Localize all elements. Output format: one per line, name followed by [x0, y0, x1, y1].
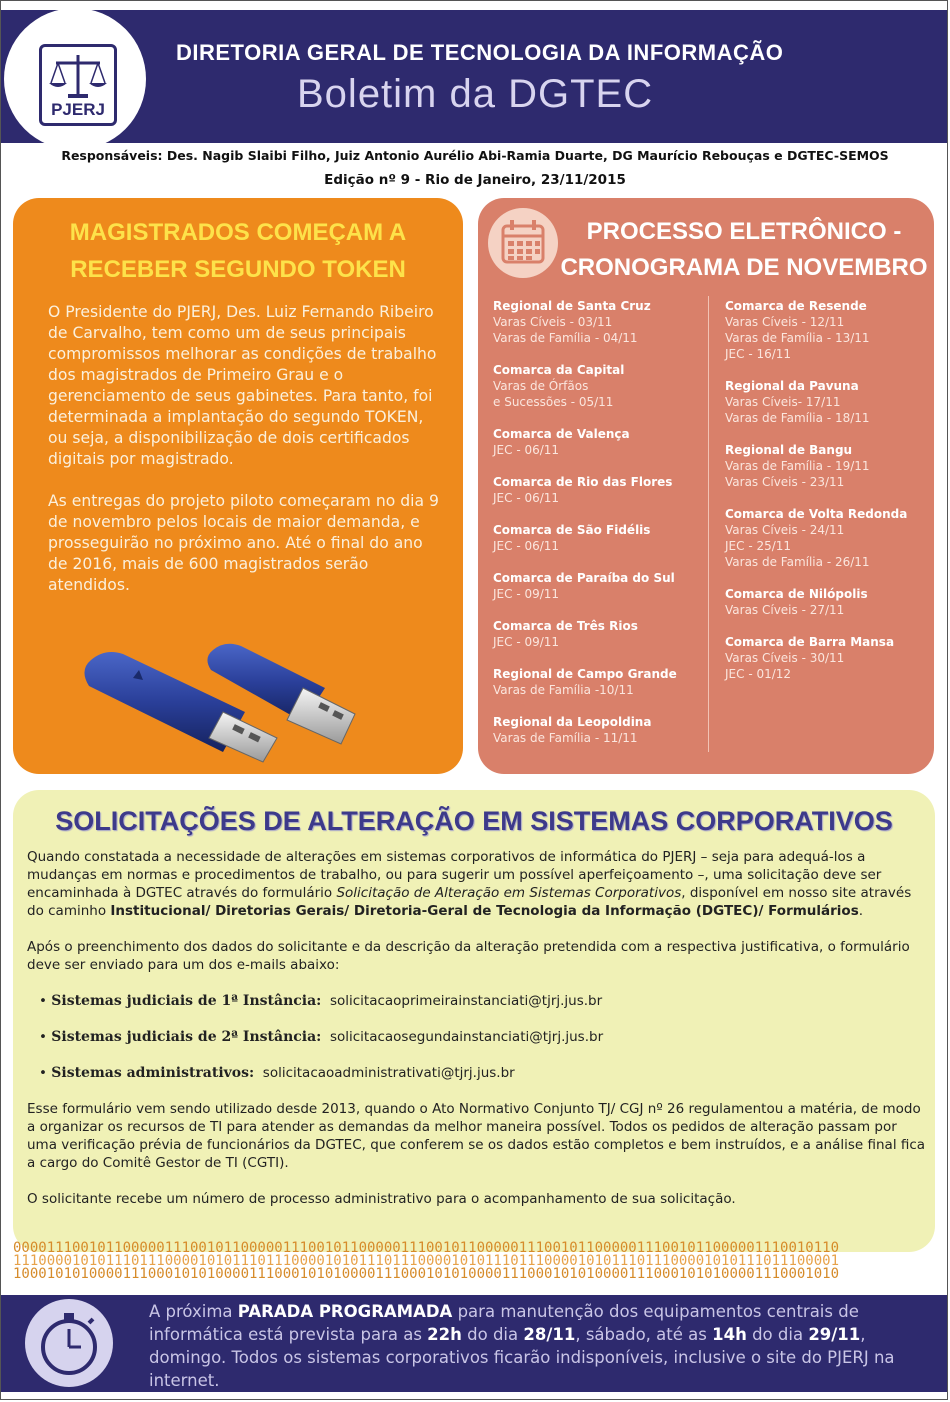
schedule-entry	[493, 666, 708, 698]
solicitacoes-paragraph-1	[27, 848, 927, 920]
header-title: Boletim da DGTEC	[297, 72, 654, 116]
footer-highlight-start-date: 28/11	[523, 1325, 576, 1344]
binary-decoration	[13, 1242, 935, 1290]
schedule-entry-title: Comarca de Volta Redonda	[725, 507, 908, 521]
cronograma-title	[558, 214, 930, 286]
schedule-entry-line: Varas de Família - 18/11	[725, 411, 870, 425]
schedule-entry-line: JEC - 09/11	[493, 635, 560, 649]
schedule-entry-line: JEC - 06/11	[493, 491, 560, 505]
schedule-entry-title: Comarca de Resende	[725, 299, 867, 313]
logo-text: PJERJ	[51, 100, 105, 119]
schedule-entry-line: Varas Cíveis - 12/11	[725, 315, 845, 329]
p1-text-end: .	[858, 903, 864, 919]
timer-badge	[25, 1299, 113, 1387]
schedule-entry-line: Varas Cíveis - 30/11	[725, 651, 845, 665]
schedule-entry	[725, 634, 930, 682]
binary-row: 10001010100001110001010100001110001010100001110001010100001110001010100001110001010100001110001010	[13, 1266, 840, 1282]
schedule-entry	[493, 570, 708, 602]
email-label: Sistemas judiciais de 1ª Instância:	[51, 993, 322, 1009]
schedule-entry-title: Comarca de Três Rios	[493, 619, 638, 633]
email-address[interactable]: solicitacaosegundainstanciati@tjrj.jus.br	[329, 1029, 604, 1045]
email-item-3: • Sistemas administrativos: solicitacaoadministrativati@tjrj.jus.br	[39, 1065, 515, 1081]
stopwatch-icon	[25, 1299, 113, 1387]
token-title-line-1: MAGISTRADOS COMEÇAM A	[69, 219, 407, 246]
cronograma-panel	[478, 198, 934, 774]
schedule-entry-line: JEC - 06/11	[493, 539, 560, 553]
schedule-entry-title: Comarca de Paraíba do Sul	[493, 571, 675, 585]
schedule-entry-line: Varas Cíveis - 27/11	[725, 603, 845, 617]
schedule-entry	[493, 426, 708, 458]
footer-highlight-parada: PARADA PROGRAMADA	[237, 1302, 453, 1321]
schedule-entry	[725, 298, 930, 362]
schedule-entry-line: Varas Cíveis - 23/11	[725, 475, 845, 489]
column-divider	[708, 296, 709, 752]
schedule-column-right	[725, 298, 930, 698]
email-item-1: • Sistemas judiciais de 1ª Instância: solicitacaoprimeirainstanciati@tjrj.jus.br	[39, 993, 603, 1009]
solicitacoes-body	[27, 848, 927, 1226]
footer-text-4: , sábado, até as	[575, 1325, 713, 1344]
schedule-entry	[493, 474, 708, 506]
email-item-2: • Sistemas judiciais de 2ª Instância: solicitacaosegundainstanciati@tjrj.jus.br	[39, 1029, 604, 1045]
usb-token-illustration	[73, 640, 363, 762]
schedule-entry-line: Varas Cíveis- 17/11	[725, 395, 841, 409]
schedule-entry	[493, 714, 708, 746]
cronograma-title-line-2: CRONOGRAMA DE NOVEMBRO	[560, 254, 928, 281]
scales-of-justice-icon	[48, 51, 108, 101]
token-article-panel	[13, 198, 463, 774]
schedule-entry-line: Varas de Família - 04/11	[493, 331, 638, 345]
schedule-entry-line: e Sucessões - 05/11	[493, 395, 614, 409]
footer-highlight-end-time: 14h	[712, 1325, 747, 1344]
footer-text-6: , domingo. Todos os sistemas corporativos ficarão indisponíveis, inclusive o site do PJERJ na internet.	[149, 1325, 895, 1390]
email-label: Sistemas judiciais de 2ª Instância:	[51, 1029, 322, 1045]
edition-line: Edição nº 9 - Rio de Janeiro, 23/11/2015	[324, 172, 626, 188]
logo-badge	[4, 8, 146, 150]
footer-highlight-end-date: 29/11	[808, 1325, 861, 1344]
footer-notice	[149, 1300, 939, 1392]
schedule-entry-title: Regional de Santa Cruz	[493, 299, 651, 313]
p1-text-a: Quando constatada a necessidade de alterações em sistemas corporativos de informática do PJERJ – seja para adequá-los a mudanças em normas e procedimentos de trabalho, ou para sugerir um possível aperfeiçoamento –, uma solicitação deve ser encaminhada à DGTEC através do formulário	[27, 849, 882, 901]
footer-banner	[1, 1295, 947, 1392]
schedule-entry	[493, 362, 708, 410]
schedule-entry-title: Comarca de Valença	[493, 427, 630, 441]
schedule-entry-title: Comarca de Barra Mansa	[725, 635, 895, 649]
email-address[interactable]: solicitacaoadministrativati@tjrj.jus.br	[262, 1065, 515, 1081]
token-paragraph-2: As entregas do projeto piloto começaram no dia 9 de novembro pelos locais de maior demanda, e prosseguirão no próximo ano. Até o final do ano de 2016, mais de 600 magistrados serão atendidos.	[48, 492, 439, 594]
token-title-line-2: RECEBER SEGUNDO TOKEN	[70, 256, 406, 283]
schedule-entry-title: Regional da Pavuna	[725, 379, 859, 393]
schedule-entry-line: Varas de Família - 26/11	[725, 555, 870, 569]
footer-text-1: A próxima	[149, 1302, 238, 1321]
header-department: DIRETORIA GERAL DE TECNOLOGIA DA INFORMAÇÃO	[176, 40, 784, 65]
schedule-entry	[493, 618, 708, 650]
token-article-body	[48, 302, 443, 617]
schedule-entry	[725, 506, 930, 570]
calendar-icon	[488, 208, 558, 278]
schedule-entry	[493, 522, 708, 554]
schedule-entry-line: Varas Cíveis - 03/11	[493, 315, 613, 329]
schedule-entry-line: Varas de Família - 19/11	[725, 459, 870, 473]
email-label: Sistemas administrativos:	[51, 1065, 255, 1081]
schedule-entry-line: JEC - 06/11	[493, 443, 560, 457]
schedule-entry-title: Regional da Leopoldina	[493, 715, 652, 729]
schedule-entry-title: Comarca da Capital	[493, 363, 625, 377]
solicitacoes-paragraph-3: Esse formulário vem sendo utilizado desde 2013, quando o Ato Normativo Conjunto TJ/ CGJ nº 26 regulamentou a matéria, de modo a organizar os recursos de TI para atender as demandas da melhor maneira possível. Todos os pedidos de alteração passam por uma verificação prévia de funcionários da DGTEC, que conferem se os dados estão completos e bem instruídos, e a análise final fica a cargo do Comitê Gestor de TI (CGTI).	[27, 1101, 926, 1171]
schedule-entry-line: Varas de Órfãos	[493, 379, 589, 393]
schedule-entry-title: Comarca de Rio das Flores	[493, 475, 673, 489]
solicitacoes-paragraph-4: O solicitante recebe um número de processo administrativo para o acompanhamento de sua solicitação.	[27, 1191, 736, 1207]
token-article-title	[13, 214, 463, 288]
token-paragraph-1: O Presidente do PJERJ, Des. Luiz Fernando Ribeiro de Carvalho, tem como um de seus principais compromissos melhorar as condições de trabalho dos magistrados de Primeiro Grau e o gerenciamento de seus gabinetes. Para tanto, foi determinada a implantação do segundo TOKEN, ou seja, a disponibilização de dois certificados digitais por magistrado.	[48, 303, 437, 468]
binary-row: 11100001010111011100001010111011100001010111011100001010111011100001010111011100001010111011100001	[13, 1253, 840, 1269]
schedule-entry-line: Varas de Família - 11/11	[493, 731, 638, 745]
schedule-entry-line: Varas de Família -10/11	[493, 683, 634, 697]
email-address[interactable]: solicitacaoprimeirainstanciati@tjrj.jus.br	[329, 993, 603, 1009]
pjerj-logo	[39, 44, 117, 126]
schedule-entry-line: JEC - 09/11	[493, 587, 560, 601]
schedule-entry-title: Comarca de São Fidélis	[493, 523, 651, 537]
form-name: Solicitação de Alteração em Sistemas Corporativos	[336, 885, 682, 901]
solicitacoes-panel	[13, 790, 935, 1282]
schedule-column-left	[493, 298, 708, 762]
footer-highlight-start-time: 22h	[427, 1325, 462, 1344]
solicitacoes-title: SOLICITAÇÕES DE ALTERAÇÃO EM SISTEMAS CORPORATIVOS	[55, 806, 893, 836]
schedule-entry-line: JEC - 01/12	[725, 667, 792, 681]
schedule-entry-line: Varas de Família - 13/11	[725, 331, 870, 345]
schedule-entry-title: Comarca de Nilópolis	[725, 587, 868, 601]
calendar-badge	[488, 208, 558, 278]
schedule-entry	[493, 298, 708, 346]
binary-row: 00001110010110000011100101100000111001011000001110010110000011100101100000111001011000001110010110	[13, 1240, 840, 1256]
schedule-entry	[725, 378, 930, 426]
site-path: Institucional/ Diretorias Gerais/ Diretoria-Geral de Tecnologia da Informação (DGTEC)/ Formulários	[110, 903, 859, 919]
schedule-entry-title: Regional de Bangu	[725, 443, 853, 457]
footer-text-3: do dia	[461, 1325, 524, 1344]
schedule-entry-line: JEC - 25/11	[725, 539, 792, 553]
schedule-entry	[725, 442, 930, 490]
p1-text-b: , disponível em nosso site através do caminho	[27, 885, 912, 919]
solicitacoes-paragraph-2: Após o preenchimento dos dados do solicitante e da descrição da alteração pretendida com a respectiva justificativa, o formulário deve ser enviado para um dos e-mails abaixo:	[27, 939, 910, 973]
footer-text-5: do dia	[746, 1325, 809, 1344]
footer-text-2: para manutenção dos equipamentos centrais de informática está prevista para as	[149, 1302, 859, 1344]
cronograma-title-line-1: PROCESSO ELETRÔNICO -	[586, 218, 902, 245]
schedule-entry-title: Regional de Campo Grande	[493, 667, 677, 681]
schedule-entry	[725, 586, 930, 618]
schedule-entry-line: Varas Cíveis - 24/11	[725, 523, 845, 537]
schedule-entry-line: JEC - 16/11	[725, 347, 792, 361]
responsaveis-line: Responsáveis: Des. Nagib Slaibi Filho, Juiz Antonio Aurélio Abi-Ramia Duarte, DG Maurício Rebouças e DGTEC-SEMOS	[61, 148, 889, 163]
